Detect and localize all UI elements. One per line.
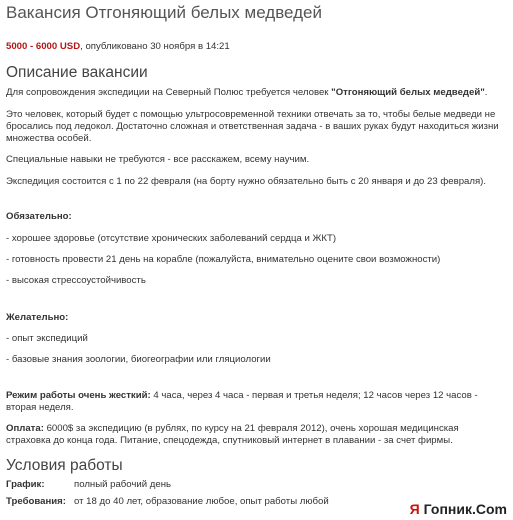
schedule-text: 4 часа, через 4 часа - первая и третья неделя; 12 часов через 12 часов - вторая неделя.	[6, 390, 478, 413]
schedule-type-label: График:	[6, 479, 45, 490]
schedule-type-value: полный рабочий день	[74, 479, 172, 490]
desired-item: - опыт экспедиций	[6, 333, 88, 344]
skills-paragraph: Специальные навыки не требуются - все расскажем, всему научим.	[6, 154, 310, 165]
watermark-logo	[410, 500, 507, 518]
vacancy-meta	[6, 41, 230, 53]
intro-prefix: Для сопровождения экспедиции на Северный Полюс требуется человек	[6, 87, 332, 98]
watermark-text: Гопник.Com	[423, 501, 507, 517]
page-title: Вакансия Отгоняющий белых медведей	[6, 3, 322, 22]
required-label: Обязательно:	[6, 211, 72, 222]
required-item: - готовность провести 21 день на корабле (пожалуйста, внимательно оцените свои возможности)	[6, 254, 441, 265]
intro-suffix: .	[484, 87, 488, 98]
intro-paragraph	[6, 87, 504, 99]
desired-label: Желательно:	[6, 312, 69, 323]
requirements-value: от 18 до 40 лет, образование любое, опыт работы любой	[74, 496, 329, 507]
payment-paragraph	[6, 423, 504, 447]
payment-text: 6000$ за экспедицию (в рублях, по курсу на 21 февраля 2012), очень хорошая медицинская страховка до конца года. Питание, спецодежда, спутниковый интернет в плавании - за счет фирмы.	[6, 423, 459, 446]
required-item: - хорошее здоровье (отсутствие хронических заболеваний сердца и ЖКТ)	[6, 233, 337, 244]
watermark-prefix: Я	[409, 501, 420, 517]
dates-paragraph: Экспедиция состоится с 1 по 22 февраля (на борту нужно обязательно быть с 20 января и до 23 февраля).	[6, 176, 487, 187]
salary-range: 5000 - 6000 USD	[6, 41, 81, 52]
desired-item: - базовые знания зоологии, биогеографии или гляциологии	[6, 354, 271, 365]
conditions-heading: Условия работы	[6, 457, 123, 474]
schedule-label: Режим работы очень жесткий:	[6, 390, 151, 401]
publish-date: , опубликовано 30 ноября в 14:21	[80, 41, 230, 52]
required-item: - высокая стрессоустойчивость	[6, 275, 146, 286]
intro-role: "Отгоняющий белых медведей"	[331, 87, 485, 98]
duties-paragraph: Это человек, который будет с помощью ультросовременной техники отвечать за то, чтобы белые медведи не бросались под ледокол. Достаточно сложная и ответственная задача - в ваших руках будут находиться жизни множества особей.	[6, 109, 499, 144]
description-heading: Описание вакансии	[6, 64, 148, 81]
schedule-paragraph	[6, 390, 504, 414]
requirements-label: Требования:	[6, 496, 66, 507]
payment-label: Оплата:	[6, 423, 44, 434]
